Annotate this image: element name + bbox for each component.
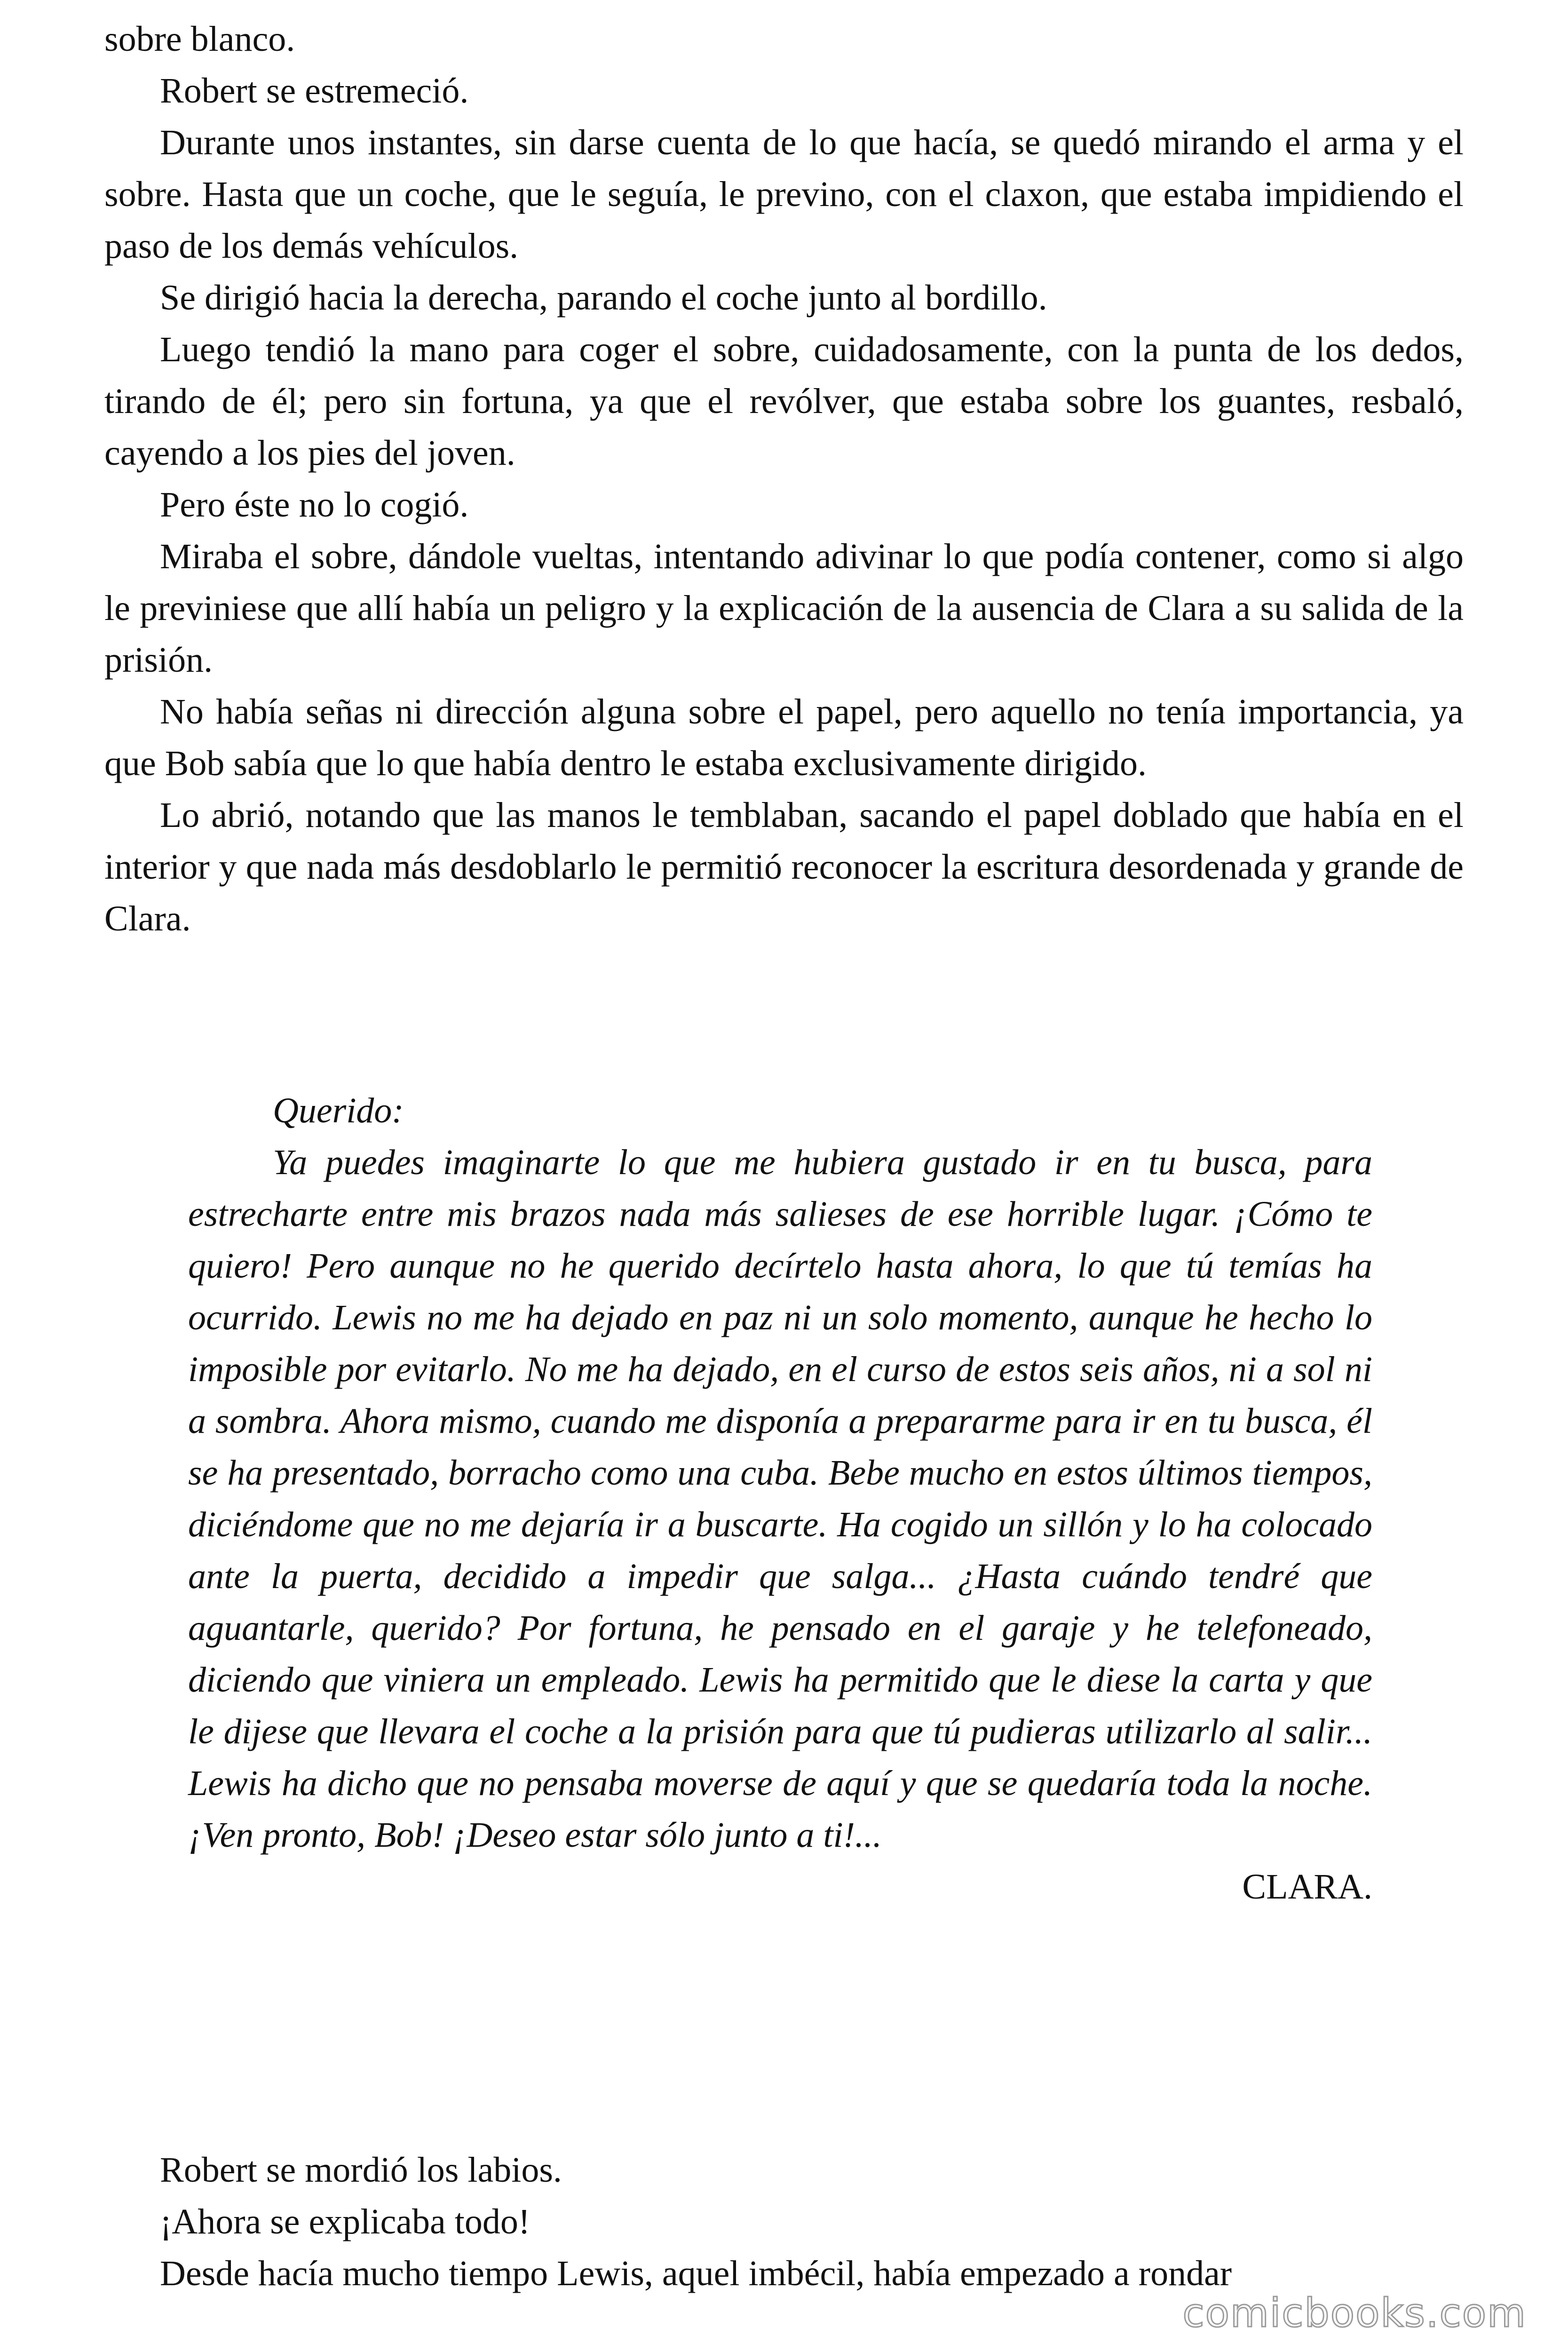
- paragraph: Robert se mordió los labios.: [160, 2150, 562, 2190]
- paragraph: Pero éste no lo cogió.: [160, 485, 469, 524]
- letter-block: [188, 1085, 1372, 1913]
- paragraph: Robert se estremeció.: [160, 71, 469, 111]
- paragraph: Miraba el sobre, dándole vueltas, intentando adivinar lo que podía contener, como si algo le previniese que allí había un peligro y la explicación de la ausencia de Clara a su salida de la prisión.: [104, 537, 1464, 680]
- paragraph: Durante unos instantes, sin darse cuenta de lo que hacía, se quedó mirando el arma y el sobre. Hasta que un coche, que le seguía, le previno, con el claxon, que estaba impidiendo el paso de los demás vehículos.: [104, 123, 1464, 266]
- paragraph: sobre blanco.: [104, 19, 295, 59]
- paragraph: ¡Ahora se explicaba todo!: [160, 2202, 531, 2241]
- narrative-block-bottom: [104, 2144, 1464, 2299]
- paragraph: Desde hacía mucho tiempo Lewis, aquel imbécil, había empezado a rondar: [160, 2254, 1232, 2293]
- narrative-block-top: [104, 13, 1464, 945]
- paragraph: Lo abrió, notando que las manos le temblaban, sacando el papel doblado que había en el interior y que nada más desdoblarlo le permitió reconocer la escritura desordenada y grande de Clara.: [104, 795, 1464, 938]
- letter-salutation: Querido:: [273, 1091, 404, 1130]
- letter-body: Ya puedes imaginarte lo que me hubiera gustado ir en tu busca, para estrecharte entre mis brazos nada más salieses de ese horrible lugar. ¡Cómo te quiero! Pero aunque no he querido decírtelo hasta ahora, lo que tú temías ha ocurrido. Lewis no me ha dejado en paz ni un solo momento, aunque he hecho lo imposible por evitarlo. No me ha dejado, en el curso de estos seis años, ni a sol ni a sombra. Ahora mismo, cuando me disponía a prepararme para ir en tu busca, él se ha presentado, borracho como una cuba. Bebe mucho en estos últimos tiempos, diciéndome que no me dejaría ir a buscarte. Ha cogido un sillón y lo ha colocado ante la puerta, decidido a impedir que salga... ¿Hasta cuándo tendré que aguantarle, querido? Por fortuna, he pensado en el garaje y he telefoneado, diciendo que viniera un empleado. Lewis ha permitido que le diese la carta y que le dijese que llevara el coche a la prisión para que tú pudieras utilizarlo al salir... Lewis ha dicho que no pensaba moverse de aquí y que se quedaría toda la noche. ¡Ven pronto, Bob! ¡Deseo estar sólo junto a ti!...: [188, 1143, 1372, 1855]
- paragraph: Luego tendió la mano para coger el sobre, cuidadosamente, con la punta de los dedos, tirando de él; pero sin fortuna, ya que el revólver, que estaba sobre los guantes, resbaló, cayendo a los pies del joven.: [104, 330, 1464, 473]
- watermark-logo: comicbooks.com: [1182, 2290, 1527, 2336]
- letter-signature: CLARA.: [1242, 1867, 1372, 1907]
- paragraph: No había señas ni dirección alguna sobre el papel, pero aquello no tenía importancia, ya que Bob sabía que lo que había dentro le estaba exclusivamente dirigido.: [104, 692, 1464, 783]
- paragraph: Se dirigió hacia la derecha, parando el coche junto al bordillo.: [160, 278, 1047, 318]
